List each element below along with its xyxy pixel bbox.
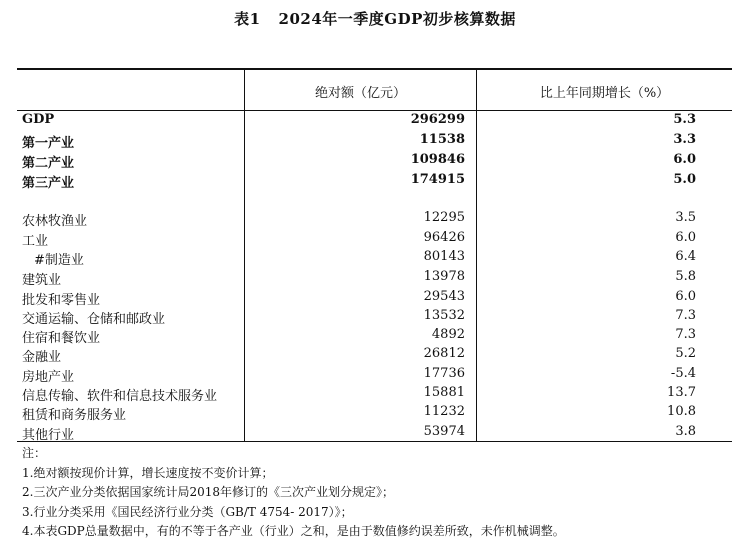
row-growth: 3.8 <box>675 424 696 439</box>
row-absolute: 53974 <box>423 424 465 439</box>
table-row <box>0 172 750 192</box>
row-name: 工业 <box>22 234 49 249</box>
table-row <box>0 404 750 424</box>
note-item: 1.绝对额按现价计算，增长速度按不变价计算； <box>22 465 274 480</box>
table-row <box>0 308 750 328</box>
row-growth: 3.3 <box>673 132 696 147</box>
row-growth: 7.3 <box>675 308 696 323</box>
row-growth: 10.8 <box>667 404 696 419</box>
row-name: 建筑业 <box>22 273 62 288</box>
row-growth: 5.2 <box>675 346 696 361</box>
table-row <box>0 132 750 152</box>
row-name: 第二产业 <box>22 156 75 171</box>
row-absolute: 26812 <box>423 346 465 361</box>
note-item: 2.三次产业分类依据国家统计局2018年修订的《三次产业划分规定》； <box>22 485 394 499</box>
table-number: 表1 <box>234 10 261 28</box>
row-name: 农林牧渔业 <box>22 214 88 229</box>
table-row <box>0 152 750 172</box>
header-bottom-rule <box>17 110 732 111</box>
row-absolute: 109846 <box>410 152 465 167</box>
row-absolute: 15881 <box>423 385 465 400</box>
table-row <box>0 289 750 309</box>
row-name: 住宿和餐饮业 <box>22 331 101 346</box>
row-name: 第一产业 <box>22 136 75 151</box>
row-growth: 6.0 <box>673 152 696 167</box>
row-growth: 13.7 <box>667 385 696 400</box>
row-name: 金融业 <box>22 350 62 365</box>
row-name: 房地产业 <box>22 370 75 385</box>
row-growth: -5.4 <box>670 366 696 381</box>
table-notes <box>22 444 565 542</box>
table-row <box>0 269 750 289</box>
row-absolute: 12295 <box>423 210 465 225</box>
row-name: 租赁和商务服务业 <box>22 408 127 423</box>
header-growth: 比上年同期增长（%） <box>539 86 670 101</box>
row-name: 交通运输、仓储和邮政业 <box>22 312 166 327</box>
row-absolute: 13978 <box>423 269 465 284</box>
row-name: #制造业 <box>34 253 84 268</box>
table-title-text: 2024年一季度GDP初步核算数据 <box>278 10 516 28</box>
row-absolute: 174915 <box>410 172 465 187</box>
note-item: 4.本表GDP总量数据中，有的不等于各产业（行业）之和，是由于数值修约误差所致，未作机械调整。 <box>22 524 565 538</box>
header-absolute: 绝对额（亿元） <box>314 86 406 101</box>
row-growth: 5.3 <box>673 112 696 127</box>
row-absolute: 11232 <box>423 404 465 419</box>
table-row <box>0 210 750 230</box>
row-absolute: 29543 <box>423 289 465 304</box>
row-name: GDP <box>22 112 55 127</box>
table-row <box>0 112 750 132</box>
row-absolute: 17736 <box>423 366 465 381</box>
row-absolute: 96426 <box>423 230 465 245</box>
row-growth: 6.0 <box>675 289 696 304</box>
table-row <box>0 327 750 347</box>
row-name: 信息传输、软件和信息技术服务业 <box>22 389 218 404</box>
row-absolute: 80143 <box>423 249 465 264</box>
table-row <box>0 366 750 386</box>
row-name: 其他行业 <box>22 428 75 443</box>
table-row <box>0 424 750 444</box>
row-growth: 6.0 <box>675 230 696 245</box>
table-row <box>0 385 750 405</box>
row-growth: 3.5 <box>675 210 696 225</box>
row-growth: 7.3 <box>675 327 696 342</box>
table-row <box>0 249 750 269</box>
table-title <box>0 8 750 29</box>
row-name: 第三产业 <box>22 176 75 191</box>
table-row <box>0 230 750 250</box>
row-absolute: 296299 <box>410 112 465 127</box>
row-growth: 5.0 <box>673 172 696 187</box>
note-heading: 注： <box>22 446 47 460</box>
note-item: 3.行业分类采用《国民经济行业分类（GB/T 4754- 2017）》； <box>22 504 353 519</box>
row-name: 批发和零售业 <box>22 293 101 308</box>
row-absolute: 11538 <box>419 132 465 147</box>
table-row <box>0 346 750 366</box>
row-growth: 6.4 <box>675 249 696 264</box>
row-growth: 5.8 <box>675 269 696 284</box>
table-top-rule <box>17 68 732 70</box>
row-absolute: 13532 <box>423 308 465 323</box>
row-absolute: 4892 <box>431 327 465 342</box>
